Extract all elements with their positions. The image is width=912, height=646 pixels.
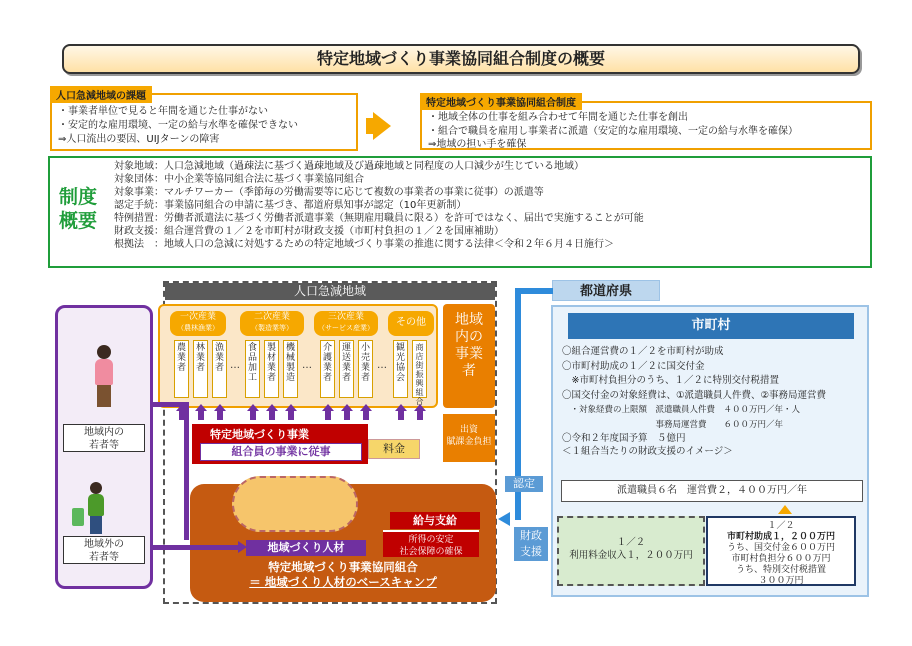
system-lines — [114, 160, 866, 251]
investment-line: 賦課金負担 — [446, 437, 492, 447]
subsidy-line: うち、特別交付税措置 — [735, 565, 826, 575]
industry-heading-1: 三次産業 — [327, 312, 364, 322]
system-line: 対象事業：マルチワーカー（季節毎の労働需要等に応じて複数の事業者の事業に従事）の派遣等 — [114, 187, 544, 198]
industry-cell: 小売業者 — [358, 340, 373, 398]
industry-primary — [170, 311, 226, 336]
fiscal-support-label — [514, 527, 548, 561]
up-arrow-icon — [416, 404, 425, 420]
union-title-line: 特定地域づくり事業協同組合 — [268, 560, 418, 574]
suitcase-icon — [72, 508, 84, 526]
industry-heading — [170, 311, 226, 336]
system-line: 根拠法 ：地域人口の急減に対処するための特定地域づくり事業の推進に関する法律＜令和２年６月４日施行＞ — [114, 239, 614, 250]
up-arrow-icon — [197, 404, 206, 420]
up-arrow-icon — [249, 404, 258, 420]
ellipsis: … — [230, 360, 240, 371]
youth-arrow — [153, 545, 241, 550]
municipality-line: 〇国交付金の対象経費は、①派遣職員人件費、②事務局運営費 — [562, 389, 827, 401]
municipality-line: ※市町村負担分のうち、１／２に特別交付税措置 — [562, 375, 779, 386]
municipality-line: 事務局運営費 ６００万円／年 — [562, 419, 784, 430]
industry-heading-1: その他 — [396, 317, 426, 328]
industry-cell: 食品加工 — [245, 340, 260, 398]
dispatch-summary: 派遣職員６名 運営費２，４００万円／年 — [561, 480, 863, 502]
fee-label: 料金 — [368, 439, 420, 459]
stability-line: 所得の安定 — [408, 535, 454, 545]
youth-outside-line: 若者等 — [89, 552, 119, 563]
industry-cell: 商店街振興組合 — [412, 340, 427, 398]
up-arrow-icon — [287, 404, 296, 420]
municipality-lines — [562, 345, 862, 457]
up-arrow-icon — [397, 404, 406, 420]
area-heading: 人口急減地域 — [165, 283, 495, 300]
subsidy-line: 市町村負担分６００万円 — [731, 554, 831, 564]
youth-outside-label — [63, 536, 145, 564]
municipality-line: 〇令和２年度国予算 ５億円 — [562, 433, 686, 444]
system-line: 財政支援：組合運営費の１／２を市町村が財政支援（市町村負担の１／２を国庫補助） — [114, 226, 504, 237]
system-label-line: 制度 — [58, 186, 97, 208]
youth-inside-label — [63, 424, 145, 452]
youth-arrow — [184, 402, 189, 540]
municipality-line: 〇市町村助成の１／２に国交付金 — [562, 360, 705, 372]
solution-line: ⇒地域の担い手を確保 — [428, 139, 527, 150]
stability-label — [383, 530, 479, 557]
industry-heading-2: （サービス産業） — [318, 324, 374, 332]
project-title: 特定地域づくり事業 — [210, 428, 309, 441]
system-line: 対象地域：人口急減地域（過疎法に基づく過疎地域及び過疎地域と同程度の人口減少が生じている地域） — [114, 161, 584, 172]
stability-line: 社会保障の確保 — [399, 547, 463, 557]
solution-line: ・組合で職員を雇用し事業者に派遣（安定的な雇用環境、一定の給与水準を確保） — [428, 125, 798, 137]
page-title: 特定地域づくり事業協同組合制度の概要 — [62, 44, 860, 74]
industry-heading-1: 二次産業 — [253, 312, 290, 322]
industry-cell: 漁業者 — [212, 340, 227, 398]
system-line: 認定手続：事業協同組合の申請に基づき、都道府県知事が認定（10年更新制） — [114, 200, 467, 211]
subsidy-line: 市町村助成１，２００万円 — [726, 532, 835, 542]
certify-label: 認定 — [505, 476, 543, 492]
arrow-left-icon — [498, 512, 510, 526]
industry-heading-1: 一次産業 — [179, 312, 216, 322]
fee-income-line: １／２ — [616, 537, 646, 548]
up-arrow-icon — [324, 404, 333, 420]
problem-line: ・事業者単位で見ると年間を通じた仕事がない — [58, 106, 268, 117]
solution-line: ・地域全体の仕事を組み合わせて年間を通じた仕事を創出 — [428, 112, 688, 123]
investment-line: 出資 — [459, 425, 478, 435]
municipality-heading: 市町村 — [568, 313, 854, 339]
youth-inside-line: 若者等 — [89, 440, 119, 451]
fiscal-line: 支援 — [520, 545, 542, 558]
youth-inside-line: 地域内の — [84, 427, 124, 438]
industry-heading — [240, 311, 304, 336]
subsidy-line: １／２ — [767, 521, 795, 531]
ellipsis: … — [377, 360, 387, 371]
industry-cell: 観光協会 — [393, 340, 408, 398]
municipality-line: 〇組合運営費の１／２を市町村が助成 — [562, 346, 724, 357]
industry-secondary — [240, 311, 304, 336]
industry-cell: 運送業者 — [339, 340, 354, 398]
system-label — [56, 185, 100, 233]
system-label-line: 概要 — [58, 210, 97, 232]
industry-cell: 農業者 — [174, 340, 189, 398]
investment-label — [443, 414, 495, 462]
up-arrow-icon — [778, 505, 792, 514]
industry-other — [388, 311, 434, 336]
arrow-right-icon — [238, 541, 247, 553]
staff-label: 地域づくり人材 — [246, 540, 366, 556]
industry-cell: 製材業者 — [264, 340, 279, 398]
industry-tertiary — [314, 311, 378, 336]
municipality-line: ＜１組合当たりの財政支援のイメージ＞ — [562, 445, 733, 457]
right-arrow-icon — [373, 112, 391, 140]
industry-cell: 林業者 — [193, 340, 208, 398]
up-arrow-icon — [362, 404, 371, 420]
fee-income-line: 利用料金収入１，２００万円 — [569, 550, 693, 561]
up-arrow-icon — [216, 404, 225, 420]
union-title-line: ＝ 地域づくり人材のベースキャンプ — [249, 575, 437, 589]
fiscal-line: 財政 — [520, 529, 542, 542]
subsidy-line: ３００万円 — [758, 576, 804, 586]
project-subtitle: 組合員の事業に従事 — [200, 443, 362, 461]
industry-cell: 介護業者 — [320, 340, 335, 398]
subsidy-line: うち、国交付金６００万円 — [726, 543, 835, 553]
industry-heading — [314, 311, 378, 336]
union-title — [190, 560, 496, 590]
problem-line: ・安定的な雇用環境、一定の給与水準を確保できない — [58, 120, 298, 131]
system-line: 特例措置：労働者派遣法に基づく労働者派遣事業（無期雇用職員に限る）を許可ではなく、届出で実施することが可能 — [114, 213, 644, 224]
industry-heading-2: （農林漁業） — [177, 324, 219, 332]
industry-heading-2: （製造業等） — [251, 324, 293, 332]
ellipsis: … — [302, 360, 312, 371]
problem-line: ⇒人口流出の要因、UIJターンの障害 — [58, 134, 220, 145]
project-box — [192, 424, 368, 464]
traveler-icon — [78, 482, 118, 537]
youth-outside-line: 地域外の — [84, 539, 124, 550]
upward-arrows — [174, 404, 436, 422]
solution-heading: 特定地域づくり事業協同組合制度 — [420, 93, 582, 110]
problems-heading: 人口急減地域の課題 — [50, 86, 152, 103]
up-arrow-icon — [343, 404, 352, 420]
prefecture-label: 都道府県 — [552, 280, 660, 301]
industry-cell: 機械製造 — [283, 340, 298, 398]
municipal-subsidy-box — [706, 516, 856, 586]
municipality-line: ・対象経費の上限額 派遣職員人件費 ４００万円／年・人 — [562, 405, 801, 415]
system-line: 対象団体：中小企業等協同組合法に基づく事業協同組合 — [114, 174, 364, 185]
up-arrow-icon — [268, 404, 277, 420]
person-icon — [92, 345, 116, 415]
industry-heading — [388, 311, 434, 336]
salary-label: 給与支給 — [390, 512, 480, 529]
fee-income-box — [557, 516, 705, 586]
people-group-icon — [232, 476, 358, 532]
local-business-label: 地域内の事業者 — [443, 304, 495, 408]
